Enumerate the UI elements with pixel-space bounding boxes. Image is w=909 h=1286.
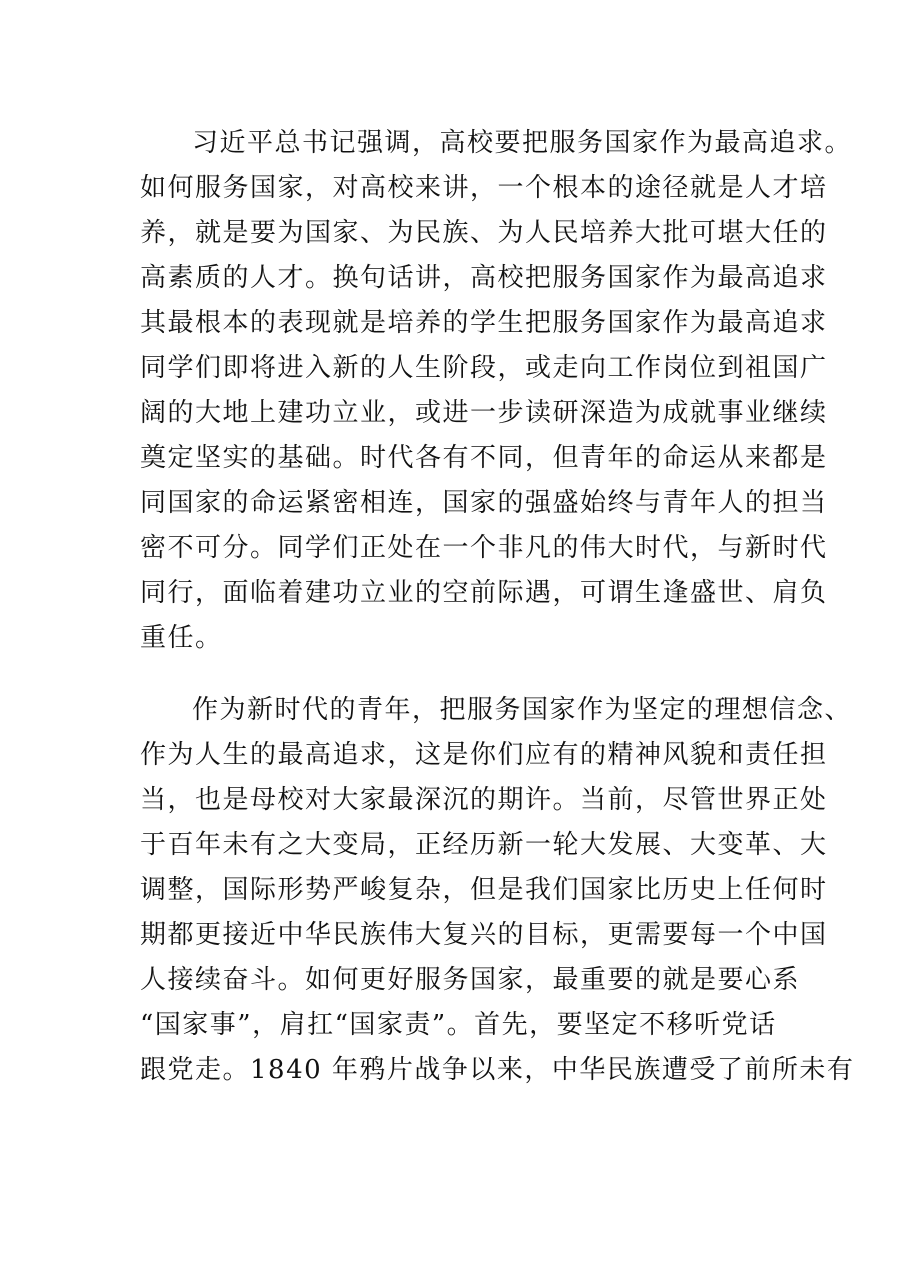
paragraph-line: 重任。 <box>140 623 223 653</box>
paragraph-line: 奠定坚实的基础。时代各有不同，但青年的命运从来都是 <box>140 443 828 473</box>
paragraph-line: 其最根本的表现就是培养的学生把服务国家作为最高追求 <box>140 308 828 338</box>
paragraph-line: 当，也是母校对大家最深沉的期许。当前，尽管世界正处 <box>140 785 828 815</box>
paragraph-line: 作为新时代的青年，把服务国家作为坚定的理想信念、 <box>192 695 853 725</box>
paragraph-line: 同国家的命运紧密相连，国家的强盛始终与青年人的担当 <box>140 488 828 518</box>
paragraph-line: 同行，面临着建功立业的空前际遇，可谓生逢盛世、肩负 <box>140 578 828 608</box>
paragraph-line: 作为人生的最高追求，这是你们应有的精神风貌和责任担 <box>140 740 828 770</box>
paragraph-line: 于百年未有之大变局，正经历新一轮大发展、大变革、大 <box>140 830 828 860</box>
paragraph-line: 调整，国际形势严峻复杂，但是我们国家比历史上任何时 <box>140 875 828 905</box>
paragraph-line: 高素质的人才。换句话讲，高校把服务国家作为最高追求 <box>140 263 828 293</box>
paragraph-line: 阔的大地上建功立业，或进一步读研深造为成就事业继续 <box>140 398 828 428</box>
paragraph-line: 如何服务国家，对高校来讲，一个根本的途径就是人才培 <box>140 173 828 203</box>
paragraph-line: 期都更接近中华民族伟大复兴的目标，更需要每一个中国 <box>140 920 828 950</box>
paragraph-line: 密不可分。同学们正处在一个非凡的伟大时代，与新时代 <box>140 533 828 563</box>
paragraph-2 <box>140 688 855 1093</box>
paragraph-line: “国家事”，肩扛“国家责”。首先，要坚定不移听党话 <box>140 1010 777 1040</box>
paragraph-line: 人接续奋斗。如何更好服务国家，最重要的就是要心系 <box>140 965 801 995</box>
paragraph-line: 养，就是要为国家、为民族、为人民培养大批可堪大任的 <box>140 218 828 248</box>
paragraph-line: 同学们即将进入新的人生阶段，或走向工作岗位到祖国广 <box>140 353 828 383</box>
paragraph-1 <box>140 121 853 661</box>
paragraph-line: 跟党走。1840 年鸦片战争以来，中华民族遭受了前所未有 <box>140 1055 855 1085</box>
paragraph-line: 习近平总书记强调，高校要把服务国家作为最高追求。 <box>192 128 853 158</box>
